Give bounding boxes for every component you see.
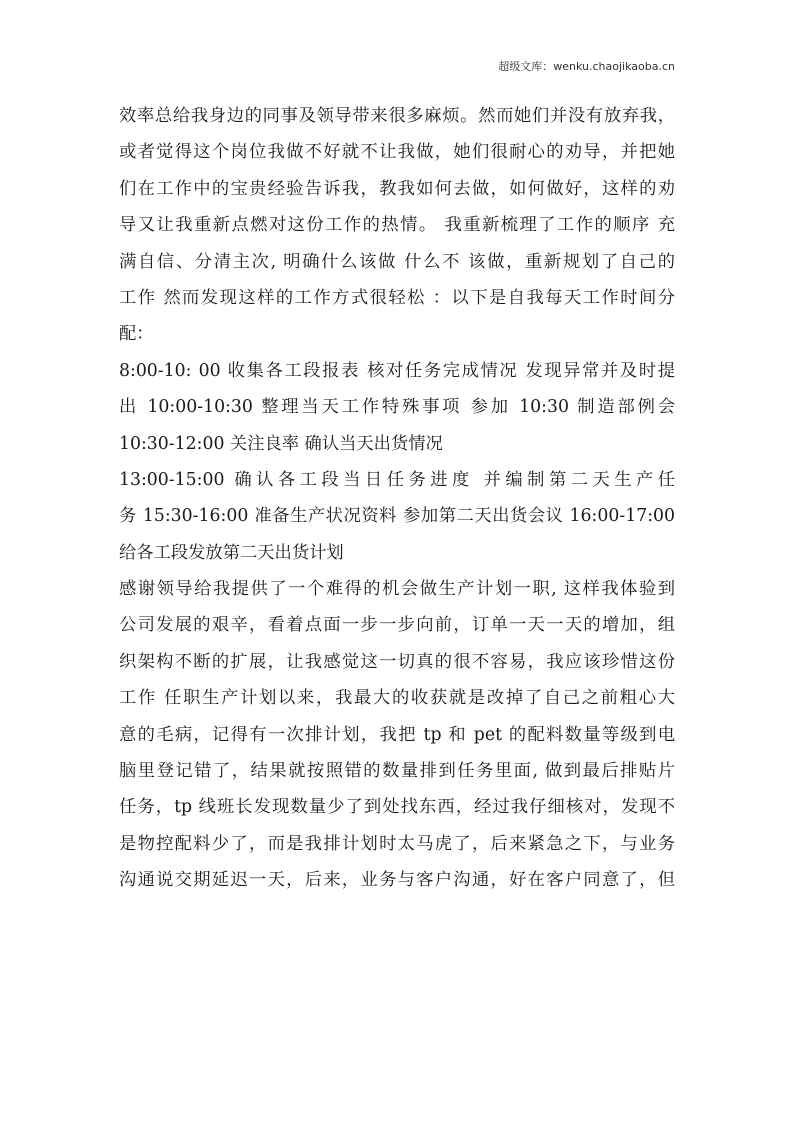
text-line: 8:00-10: 00 收集各工段报表 核对任务完成情况 发现异常并及时提: [119, 360, 675, 381]
text-line: 出 10:00-10:30 整理当天工作特殊事项 参加 10:30 制造部例会: [119, 397, 675, 418]
text-line: 脑里登记错了，结果就按照错的数量排到任务里面, 做到最后排贴片: [119, 761, 675, 782]
text-line: 或者觉得这个岗位我做不好就不让我做，她们很耐心的劝导，并把她: [119, 142, 675, 163]
text-line: 配：: [119, 324, 154, 345]
text-line: 满自信、分清主次, 明确什么该做 什么不 该做，重新规划了自己的: [119, 251, 675, 272]
text-line: 感谢领导给我提供了一个难得的机会做生产计划一职, 这样我体验到: [119, 579, 675, 600]
text-line: 公司发展的艰辛，看着点面一步一步向前，订单一天一天的增加，组: [119, 615, 675, 636]
text-line: 工作 任职生产计划以来，我最大的收获就是改掉了自己之前粗心大: [119, 688, 675, 709]
page-header-source: 超级文库：wenku.chaojikaoba.cn: [498, 60, 675, 73]
text-line: 13:00-15:00 确认各工段当日任务进度 并编制第二天生产任: [119, 469, 675, 490]
document-body: [119, 98, 675, 899]
paragraph-afternoon-schedule: [119, 462, 675, 571]
text-line: 们在工作中的宝贵经验告诉我，教我如何去做，如何做好，这样的劝: [119, 178, 675, 199]
text-line: 任务，tp 线班长发现数量少了到处找东西，经过我仔细核对，发现不: [119, 797, 675, 818]
text-line: 沟通说交期延迟一天，后来，业务与客户沟通，好在客户同意了，但: [119, 870, 675, 891]
paragraph-morning-schedule: [119, 353, 675, 462]
text-line: 效率总给我身边的同事及领导带来很多麻烦。然而她们并没有放弃我，: [119, 106, 675, 126]
text-line: 10:30-12:00 关注良率 确认当天出货情况: [119, 433, 443, 454]
text-line: 织架构不断的扩展，让我感觉这一切真的很不容易，我应该珍惜这份: [119, 651, 675, 672]
text-line: 务 15:30-16:00 准备生产状况资料 参加第二天出货会议 16:00-17:00: [119, 506, 675, 527]
text-line: 工作 然而发现这样的工作方式很轻松 ：以下是自我每天工作时间分: [119, 287, 675, 308]
paragraph-reflection: [119, 571, 675, 899]
text-line: 是物控配料少了，而是我排计划时太马虎了，后来紧急之下，与业务: [119, 833, 675, 854]
text-line: 意的毛病，记得有一次排计划，我把 tp 和 pet 的配料数量等级到电: [119, 724, 675, 745]
text-line: 给各工段发放第二天出货计划: [119, 542, 344, 563]
paragraph-intro: [119, 98, 675, 353]
text-line: 导又让我重新点燃对这份工作的热情。 我重新梳理了工作的顺序 充: [119, 215, 675, 236]
